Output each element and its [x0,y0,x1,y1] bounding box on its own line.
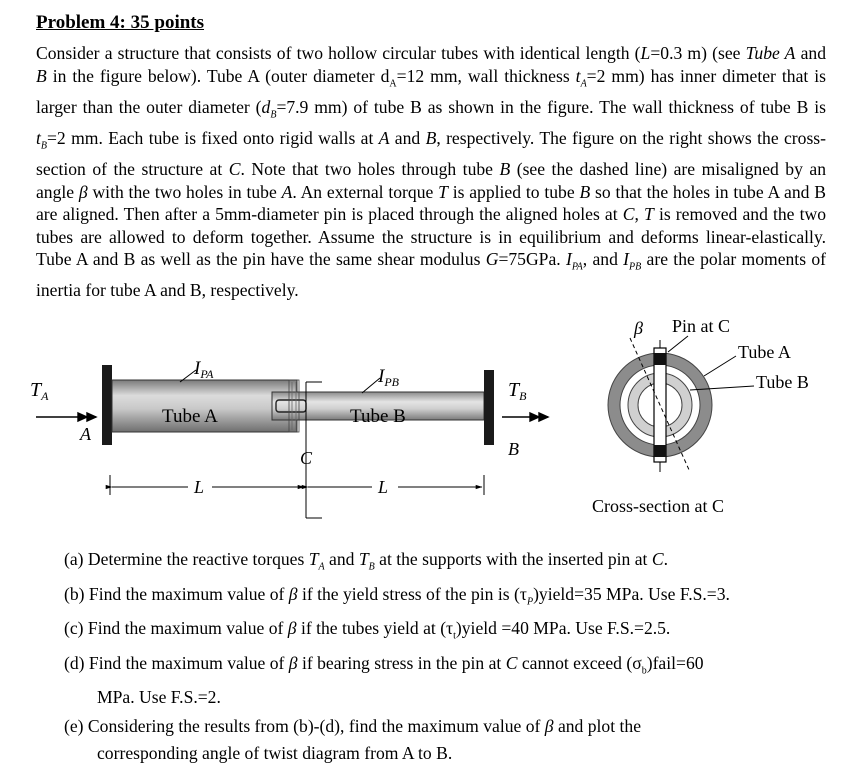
l-dimension [110,475,484,495]
pin-label: Pin at C [672,316,731,336]
tube-a-leader [704,356,736,376]
question-d: (d) Find the maximum value of β if bearing stress in the pin at C cannot exceed $(\sigma_b)fail=60$ [64,652,704,677]
tube-a-label: Tube A [162,406,218,427]
question-d-cont: MPa. Use F.S.=2. [97,687,221,708]
ipa-label: $I_{PA}$ [194,358,214,381]
tb-arrow [502,413,548,421]
b-label: B [508,439,519,459]
figure-svg [0,300,855,535]
questions [64,546,834,767]
question-a: (a) Determine the reactive torques $T_A$ and $T_B$ at the supports with the inserted pin at C. [64,549,668,573]
ta-arrow [36,413,96,421]
problem-statement: Consider a structure that consists of two hollow circular tubes with identical length (L=0.3 m) (see Tube A and B in the figure below). Tube A (outer diameter $d_A=12$ mm, wall thickness $t_A=2$ mm) has inner dimeter that is larger than the outer diameter ($d_B=7.9$ mm) of tube B as shown in the figure. The wall thickness of tube B is $t_B=2$ mm. Each tube is fixed onto rigid walls at A and B, respectively. The figure on the right shows the cross-section of the structure at C. Note that two holes through tube B (see the dashed line) are misaligned by an angle β with the two holes in tube A. An external torque T is applied to tube B so that the holes in tube A and B are aligned. Then after a 5mm-diameter pin is placed through the aligned holes at C, T is removed and the two tubes are allowed to deform together. Assume the structure is in equilibrium and deforms linear-elastically. Tube A and B as well as the pin have the same shear modulus G=75GPa. $I_{PA}$, and $I_{PB}$ are the polar moments of inertia for tube A and B, respectively. [36,43,827,301]
question-e-cont: corresponding angle of twist diagram from A to B. [97,743,453,764]
tb-label: $T_B$ [508,379,527,403]
wall-a [102,365,112,445]
pin-leader [668,336,688,352]
tube-a-xs-label: Tube A [738,342,791,362]
cross-section [608,338,712,472]
l2-label: L [378,477,389,497]
tube-b-xs-label: Tube B [756,372,809,392]
ipb-label: $I_{PB}$ [378,366,399,389]
question-e: (e) Considering the results from (b)-(d), find the maximum value of β and plot the [64,716,642,737]
l1-label: L [194,477,205,497]
tube-b-label: Tube B [350,406,406,427]
cross-section-label: Cross-section at C [592,496,724,516]
beta-label: β [634,318,643,338]
question-c: (c) Find the maximum value of β if the tubes yield at $(\tau_t)yield =40$ MPa. Use F.S.=2.5. [64,618,671,642]
problem-title: Problem 4: 35 points [36,12,205,33]
question-b: (b) Find the maximum value of β if the yield stress of the pin is $(\tau_P)yield=35$ MPa. Use F.S.=3. [64,583,730,608]
ta-label: $T_A$ [30,379,49,403]
c-label: C [300,448,313,468]
wall-b [484,370,494,445]
structure-figure [0,300,855,535]
a-label: A [80,424,91,444]
